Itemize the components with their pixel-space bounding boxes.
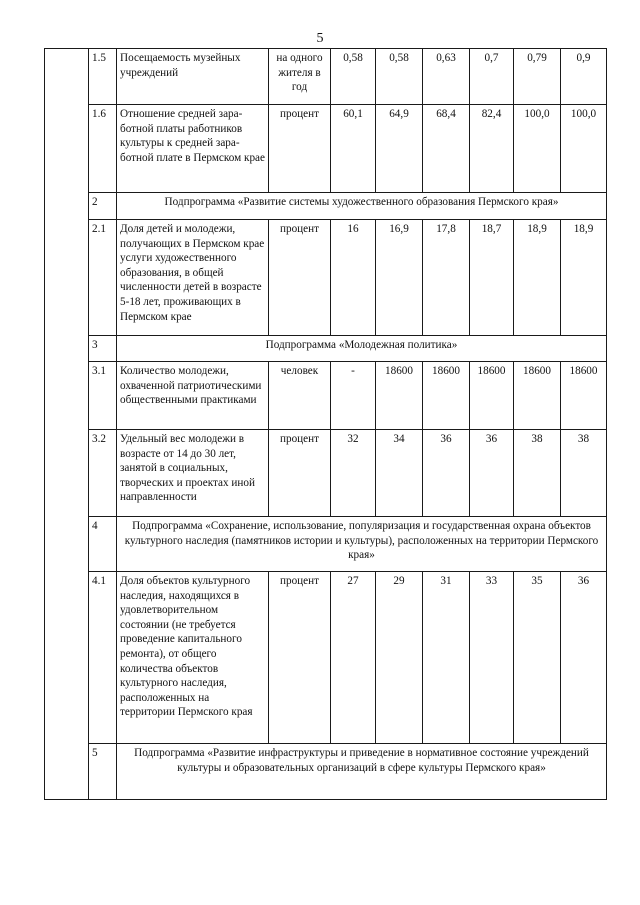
- unit: на одного жителя в год: [269, 49, 331, 105]
- value-cell: 64,9: [376, 105, 423, 193]
- indicator-name: Доля детей и молодежи, получающих в Пермском крае услуги художественного образования, в общей численности детей в возрасте 5-18 лет, проживающих в Пермском крае: [117, 220, 269, 336]
- subprogram-row: [45, 517, 607, 572]
- unit: процент: [269, 220, 331, 336]
- subprogram-title: Подпрограмма «Молодежная политика»: [117, 336, 607, 362]
- subprogram-title: Подпрограмма «Сохранение, использование, популяризация и государственная охрана объектов культурного наследия (памятников истории и культуры), расположенных на территории Пермского края»: [117, 517, 607, 572]
- value-cell: 38: [514, 430, 561, 517]
- value-cell: 0,58: [331, 49, 376, 105]
- row-number: 2.1: [89, 220, 117, 336]
- subprogram-row: [45, 336, 607, 362]
- unit: процент: [269, 105, 331, 193]
- row-number: 1.6: [89, 105, 117, 193]
- subprogram-row: [45, 744, 607, 800]
- value-cell: 38: [561, 430, 607, 517]
- indicator-name: Отношение средней заработной платы работников культуры к средней заработной плате в Пермском крае: [117, 105, 269, 193]
- value-cell: 17,8: [423, 220, 470, 336]
- value-cell: 0,79: [514, 49, 561, 105]
- value-cell: 16: [331, 220, 376, 336]
- left-margin-cell: [45, 49, 89, 800]
- subprogram-title: Подпрограмма «Развитие инфраструктуры и приведение в нормативное состояние учреждений культуры и образовательных организаций в сфере культуры Пермского края»: [117, 744, 607, 800]
- unit: процент: [269, 430, 331, 517]
- value-cell: 18,9: [514, 220, 561, 336]
- table-row: [45, 49, 607, 105]
- row-number: 2: [89, 193, 117, 220]
- value-cell: 0,63: [423, 49, 470, 105]
- unit: человек: [269, 362, 331, 430]
- value-cell: 34: [376, 430, 423, 517]
- table-row: [45, 430, 607, 517]
- value-cell: 82,4: [470, 105, 514, 193]
- value-cell: 0,58: [376, 49, 423, 105]
- value-cell: 18600: [470, 362, 514, 430]
- value-cell: 32: [331, 430, 376, 517]
- value-cell: 35: [514, 572, 561, 744]
- row-number: 5: [89, 744, 117, 800]
- indicator-name: Количество молодежи, охваченной патриотическими общественными практиками: [117, 362, 269, 430]
- value-cell: 18,7: [470, 220, 514, 336]
- table-row: [45, 572, 607, 744]
- row-number: 4.1: [89, 572, 117, 744]
- indicators-table: [44, 48, 607, 800]
- row-number: 1.5: [89, 49, 117, 105]
- table-row: [45, 362, 607, 430]
- table-row: [45, 105, 607, 193]
- value-cell: -: [331, 362, 376, 430]
- row-number: 3.1: [89, 362, 117, 430]
- value-cell: 0,7: [470, 49, 514, 105]
- row-number: 3: [89, 336, 117, 362]
- unit: процент: [269, 572, 331, 744]
- row-number: 4: [89, 517, 117, 572]
- value-cell: 31: [423, 572, 470, 744]
- indicator-name: Удельный вес молодежи в возрасте от 14 до 30 лет, занятой в социальных, творческих и проектах иной направленности: [117, 430, 269, 517]
- value-cell: 100,0: [561, 105, 607, 193]
- value-cell: 18600: [423, 362, 470, 430]
- value-cell: 29: [376, 572, 423, 744]
- value-cell: 100,0: [514, 105, 561, 193]
- indicator-name: Посещаемость музейных учреждений: [117, 49, 269, 105]
- subprogram-title: Подпрограмма «Развитие системы художественного образования Пермского края»: [117, 193, 607, 220]
- value-cell: 36: [470, 430, 514, 517]
- value-cell: 60,1: [331, 105, 376, 193]
- subprogram-row: [45, 193, 607, 220]
- value-cell: 0,9: [561, 49, 607, 105]
- value-cell: 36: [423, 430, 470, 517]
- value-cell: 68,4: [423, 105, 470, 193]
- table-row: [45, 220, 607, 336]
- indicator-name: Доля объектов культурного наследия, находящихся в удовлетворительном состоянии (не требуется проведение капитального ремонта), от общего количества объектов культурного наследия, расположенных на территории Пермского края: [117, 572, 269, 744]
- value-cell: 27: [331, 572, 376, 744]
- row-number: 3.2: [89, 430, 117, 517]
- value-cell: 18600: [376, 362, 423, 430]
- page-number: 5: [316, 31, 324, 46]
- value-cell: 36: [561, 572, 607, 744]
- value-cell: 18600: [514, 362, 561, 430]
- value-cell: 18,9: [561, 220, 607, 336]
- value-cell: 18600: [561, 362, 607, 430]
- value-cell: 16,9: [376, 220, 423, 336]
- value-cell: 33: [470, 572, 514, 744]
